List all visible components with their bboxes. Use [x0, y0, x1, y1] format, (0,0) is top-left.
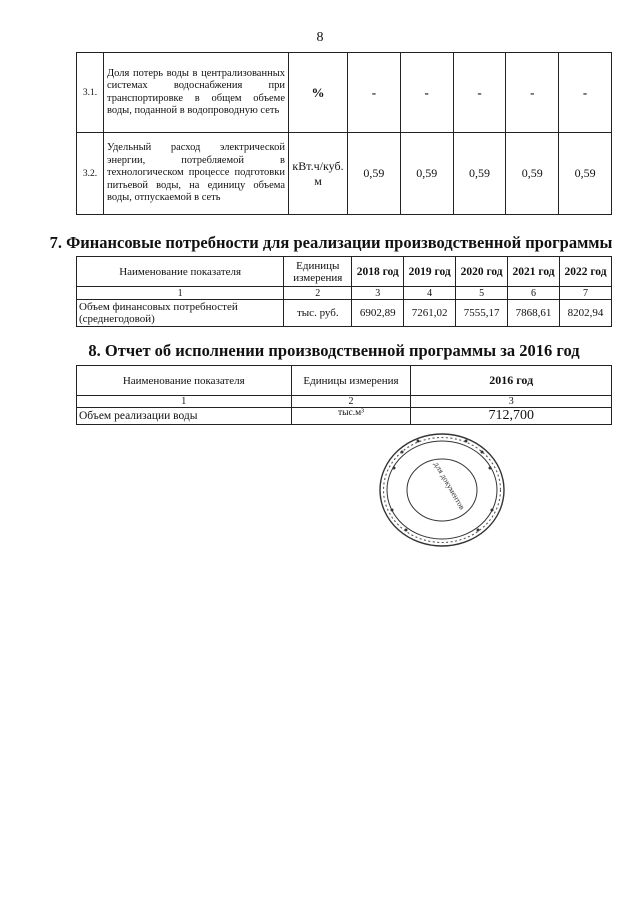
column-index: 3	[352, 287, 404, 300]
column-index: 2	[284, 287, 352, 300]
column-header-name: Наименование показателя	[77, 257, 284, 287]
value-cell: -	[506, 53, 559, 133]
value-cell: -	[348, 53, 401, 133]
column-header-year: 2016 год	[411, 366, 612, 396]
column-index: 3	[411, 396, 612, 408]
financial-needs-table	[76, 256, 612, 327]
column-index: 1	[77, 287, 284, 300]
value-cell: 0,59	[506, 133, 559, 215]
row-number: 3.2.	[77, 133, 104, 215]
indicator-description: Удельный расход электрической энергии, потребляемой в технологическом процессе подготовки питьевой воды, на единицу объема воды, отпускаемой в сеть	[104, 133, 289, 215]
value-cell: 8202,94	[560, 300, 612, 327]
column-header-unit: Единицы измерения	[284, 257, 352, 287]
column-index: 6	[508, 287, 560, 300]
unit-cell: кВт.ч/куб. м	[289, 133, 348, 215]
indicators-table-continuation	[76, 52, 612, 215]
table-row	[77, 53, 612, 133]
section-7-heading: 7. Финансовые потребности для реализации производственной программы	[49, 233, 613, 252]
table-header-row	[77, 366, 612, 396]
column-header-year: 2019 год	[404, 257, 456, 287]
column-index: 5	[456, 287, 508, 300]
column-header-year: 2022 год	[560, 257, 612, 287]
value-cell: -	[559, 53, 612, 133]
value-cell: -	[400, 53, 453, 133]
unit-cell: тыс.м³	[291, 408, 411, 425]
stamp-center-text: для документов	[432, 460, 467, 512]
page-number: 8	[316, 30, 324, 45]
unit-cell: %	[289, 53, 348, 133]
value-cell: 0,59	[400, 133, 453, 215]
value-cell: 6902,89	[352, 300, 404, 327]
column-index-row	[77, 396, 612, 408]
indicator-description: Доля потерь воды в централизованных системах водоснабжения при транспортировке в общем объеме воды, поданной в водопроводную сеть	[104, 53, 289, 133]
value-cell: 7868,61	[508, 300, 560, 327]
column-index: 2	[291, 396, 411, 408]
value-cell: 712,700	[411, 408, 612, 425]
column-index: 7	[560, 287, 612, 300]
table-header-row	[77, 257, 612, 287]
column-index: 1	[77, 396, 292, 408]
column-index: 4	[404, 287, 456, 300]
value-cell: 0,59	[453, 133, 506, 215]
value-cell: 7261,02	[404, 300, 456, 327]
column-header-year: 2021 год	[508, 257, 560, 287]
indicator-name: Объем реализации воды	[77, 408, 292, 425]
table-row	[77, 408, 612, 425]
value-cell: 7555,17	[456, 300, 508, 327]
table-row	[77, 300, 612, 327]
official-stamp	[374, 428, 510, 552]
column-header-name: Наименование показателя	[77, 366, 292, 396]
column-header-unit: Единицы измерения	[291, 366, 411, 396]
program-report-table	[76, 365, 612, 425]
column-header-year: 2018 год	[352, 257, 404, 287]
column-header-year: 2020 год	[456, 257, 508, 287]
column-index-row	[77, 287, 612, 300]
unit-cell: тыс. руб.	[284, 300, 352, 327]
section-8-heading: 8. Отчет об исполнении производственной программы за 2016 год	[88, 341, 580, 360]
table-row	[77, 133, 612, 215]
value-cell: 0,59	[559, 133, 612, 215]
indicator-name: Объем финансовых потребностей (среднегодовой)	[77, 300, 284, 327]
value-cell: 0,59	[348, 133, 401, 215]
row-number: 3.1.	[77, 53, 104, 133]
value-cell: -	[453, 53, 506, 133]
